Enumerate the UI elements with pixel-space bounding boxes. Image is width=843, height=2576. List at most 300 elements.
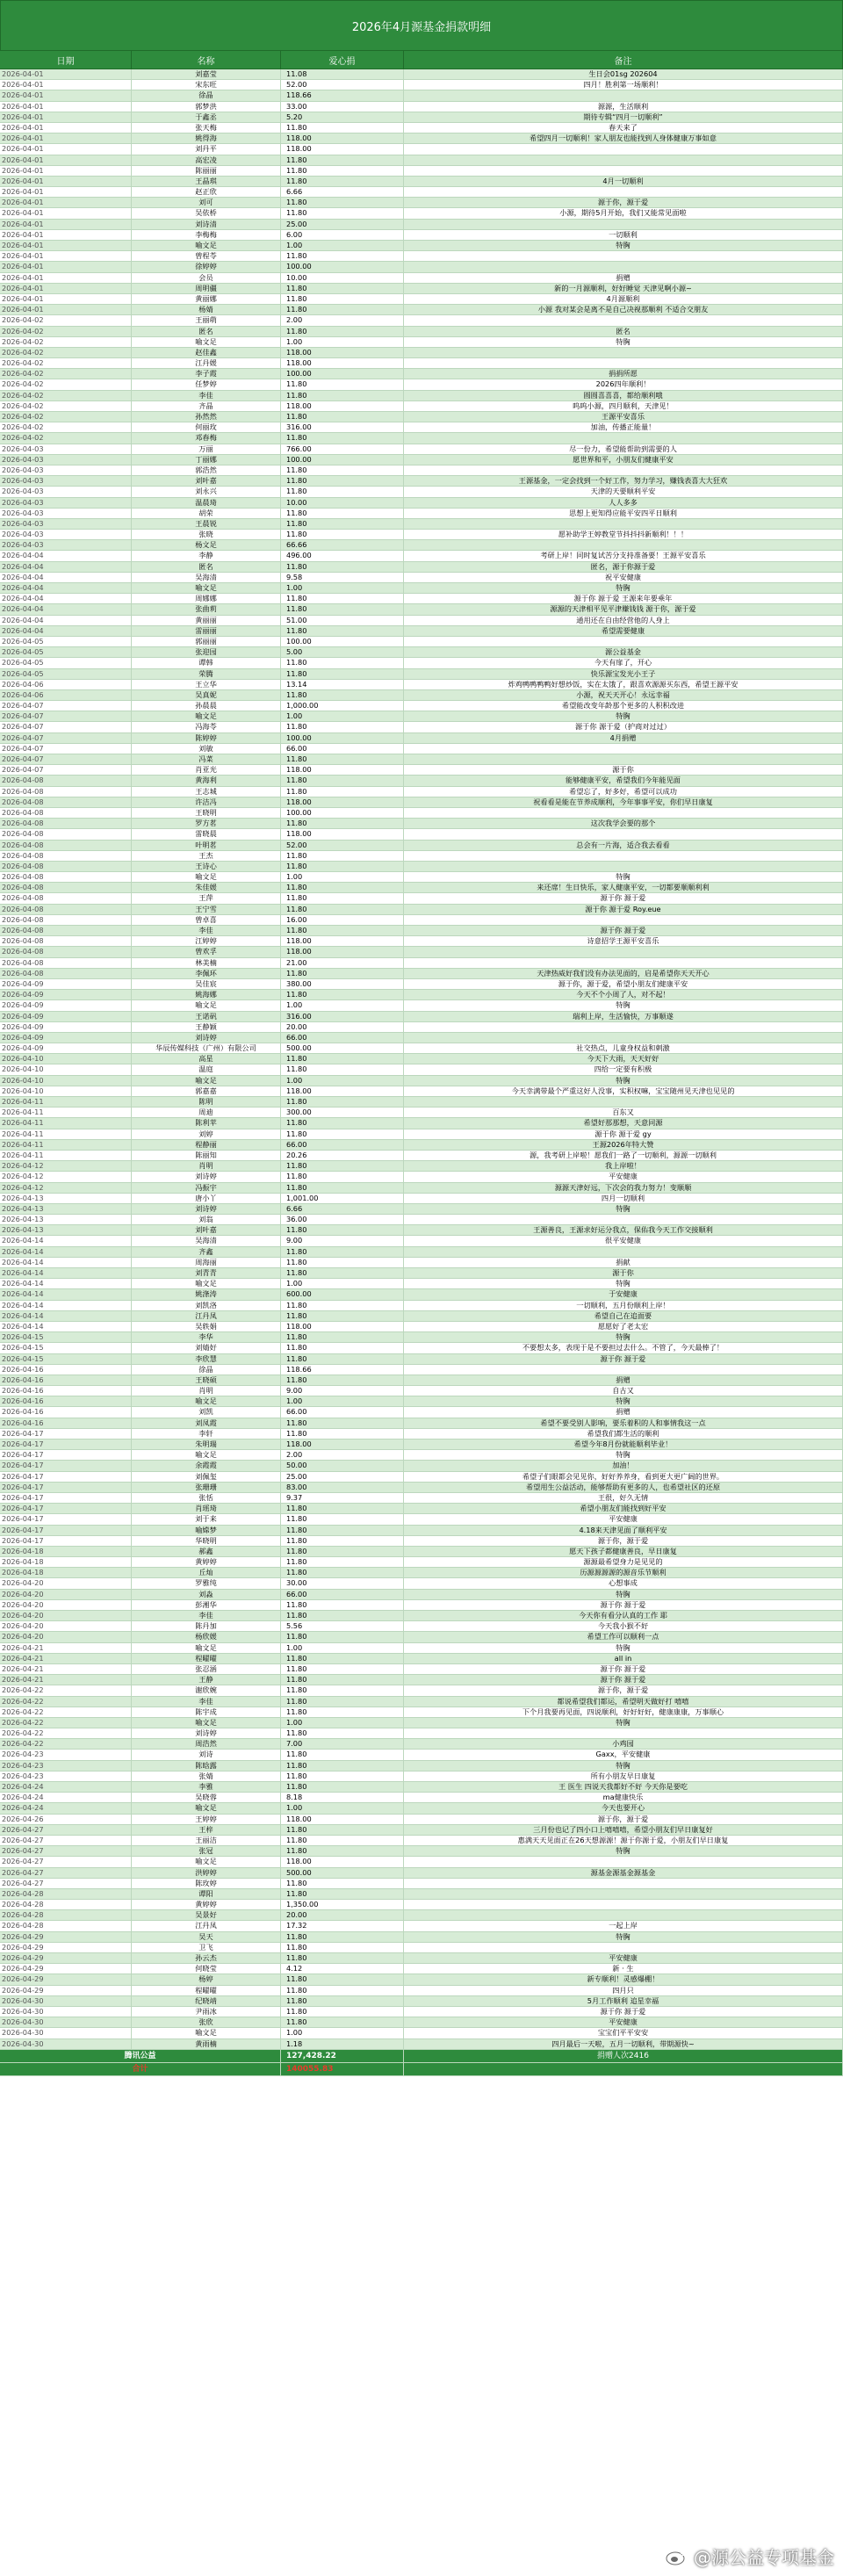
row-donor-name: 罗雅纯 [132,1578,281,1588]
row-amount: 766.00 [281,444,404,454]
row-amount: 11.80 [281,1247,404,1257]
row-note [404,958,843,968]
row-donor-name: 刘凤霞 [132,1418,281,1428]
row-amount: 1,001.00 [281,1194,404,1203]
row-donor-name: 姚得海 [132,133,281,143]
table-row [0,1611,843,1621]
row-donor-name: 李佳 [132,1697,281,1707]
table-row [0,669,843,680]
row-amount: 66.00 [281,744,404,754]
row-amount: 11.80 [281,327,404,336]
row-donor-name: 华辰传媒科技（广州）有限公司 [132,1043,281,1053]
table-row [0,391,843,401]
row-note: 源于你 源于爱 [404,2007,843,2017]
row-note: 今天幸满带最个严重这好人没事，实积权嘛，宝宝随州见天津也见见的 [404,1086,843,1096]
row-note [404,637,843,646]
table-row [0,208,843,219]
row-donor-name: 李佳 [132,1611,281,1620]
row-date: 2026-04-14 [0,1258,132,1267]
row-donor-name: 李佳 [132,391,281,400]
row-note: 匿名，源于你源于爱 [404,562,843,572]
table-row [0,1654,843,1664]
table-row [0,1386,843,1396]
row-amount: 11.80 [281,198,404,207]
row-note: 加油！ [404,1461,843,1470]
table-row [0,1322,843,1332]
row-amount: 11.80 [281,722,404,732]
row-amount: 1.18 [281,2039,404,2049]
row-note: 特胸 [404,1761,843,1771]
row-date: 2026-04-29 [0,1943,132,1952]
table-row [0,358,843,369]
table-row [0,69,843,80]
row-note: 匿名 [404,327,843,336]
row-donor-name: 张曲莉 [132,604,281,614]
row-note: 新的一月源顺利，好好睡觉 天津见啊小源~ [404,284,843,293]
table-row [0,519,843,530]
row-amount: 380.00 [281,979,404,989]
row-date: 2026-04-09 [0,1033,132,1043]
row-donor-name: 陈利苹 [132,1118,281,1128]
row-note [404,1365,843,1375]
row-amount: 11.80 [281,1654,404,1663]
table-row [0,1953,843,1964]
row-donor-name: 孙晨晨 [132,701,281,711]
row-note [404,744,843,754]
row-date: 2026-04-04 [0,604,132,614]
row-donor-name: 周明疆 [132,284,281,293]
table-row [0,102,843,112]
table-row [0,936,843,947]
table-row [0,1151,843,1161]
total-note [404,2063,843,2075]
row-donor-name: 喻文足 [132,337,281,347]
table-row [0,1172,843,1182]
row-amount: 11.80 [281,1183,404,1193]
row-date: 2026-04-16 [0,1375,132,1385]
table-row [0,1761,843,1771]
table-row [0,905,843,915]
table-row [0,487,843,497]
row-note: 王源善良，王源求好运分我点，保佑我今天工作交接顺利 [404,1225,843,1235]
row-date: 2026-04-05 [0,669,132,679]
row-date: 2026-04-21 [0,1654,132,1663]
table-row [0,626,843,637]
row-amount: 11.80 [281,487,404,496]
row-donor-name: 周娜娜 [132,594,281,603]
row-donor-name: 王志城 [132,787,281,797]
row-note: 今天也要开心 [404,1803,843,1813]
row-donor-name: 张欣 [132,2017,281,2027]
table-row [0,1728,843,1739]
row-note: 源于你 源于爱 [404,1600,843,1610]
row-donor-name: 周迪 [132,1108,281,1117]
row-amount: 11.80 [281,1953,404,1963]
row-amount: 118.00 [281,1440,404,1449]
row-amount: 9.37 [281,1493,404,1503]
row-note [404,1033,843,1043]
row-date: 2026-04-05 [0,647,132,657]
row-date: 2026-04-17 [0,1472,132,1482]
row-date: 2026-04-21 [0,1664,132,1674]
row-amount: 100.00 [281,262,404,271]
row-amount: 1.00 [281,1718,404,1728]
table-row [0,220,843,230]
header-note: 备注 [404,51,843,69]
row-note: 特胸 [404,872,843,882]
total-label: 合计 [0,2063,281,2075]
table-row [0,1354,843,1365]
table-row [0,1215,843,1225]
row-date: 2026-04-14 [0,1301,132,1310]
row-date: 2026-04-09 [0,990,132,999]
row-date: 2026-04-13 [0,1215,132,1224]
row-note [404,851,843,861]
row-note: 四月一切顺利 [404,1194,843,1203]
row-donor-name: 喻文足 [132,1857,281,1866]
table-row [0,540,843,551]
row-note [404,1910,843,1920]
row-note: 源源，生活顺利 [404,102,843,112]
row-amount: 52.00 [281,80,404,90]
row-amount: 11.80 [281,819,404,828]
row-donor-name: 刘叶嘉 [132,1225,281,1235]
table-row [0,1868,843,1879]
table-row [0,1493,843,1504]
table-row [0,1140,843,1151]
table-row [0,551,843,561]
row-note: 5月工作顺利 追星幸福 [404,1996,843,2006]
row-note: 希望我们都生活的顺利 [404,1429,843,1439]
row-date: 2026-04-14 [0,1279,132,1288]
table-row [0,1012,843,1022]
row-note: 王源平安喜乐 [404,412,843,422]
row-amount: 11.80 [281,1064,404,1074]
row-donor-name: 黄婷婷 [132,1557,281,1567]
row-date: 2026-04-13 [0,1194,132,1203]
row-amount: 11.80 [281,465,404,475]
row-amount: 11.80 [281,1685,404,1695]
row-note: 下个月我要再见面，四说顺利，好好好好，健康康康，万事顺心 [404,1707,843,1717]
row-amount: 1.00 [281,583,404,593]
row-note [404,1728,843,1738]
row-amount: 11.80 [281,1771,404,1781]
row-donor-name: 齐鑫 [132,1247,281,1257]
table-row [0,1225,843,1236]
row-donor-name: 赵正欣 [132,187,281,197]
row-date: 2026-04-30 [0,2028,132,2038]
row-date: 2026-04-27 [0,1879,132,1888]
row-note: 于安健康 [404,1289,843,1299]
row-amount: 11.80 [281,1547,404,1556]
row-donor-name: 王晓硕 [132,1375,281,1385]
row-note [404,187,843,197]
table-row [0,455,843,465]
row-note: 天津的天要顺利平安 [404,487,843,496]
row-date: 2026-04-27 [0,1868,132,1878]
table-row [0,583,843,594]
row-date: 2026-04-17 [0,1526,132,1535]
row-date: 2026-04-04 [0,594,132,603]
row-date: 2026-04-08 [0,776,132,785]
table-row [0,690,843,701]
row-note: 王源2026年特大赞 [404,1140,843,1150]
row-amount: 100.00 [281,808,404,818]
table-row [0,1396,843,1407]
table-row [0,80,843,90]
row-donor-name: 徐晶 [132,1365,281,1375]
row-donor-name: 曾欢孚 [132,947,281,956]
row-donor-name: 李华 [132,1332,281,1342]
row-amount: 11.80 [281,1526,404,1535]
row-donor-name: 黄丽娜 [132,294,281,304]
row-note: 希望不要受别人影响，要乐着积的人和事情我这一点 [404,1418,843,1428]
row-donor-name: 刘嘉莹 [132,69,281,79]
row-note: 社交热点，儿童身权益和刺激 [404,1043,843,1053]
row-note [404,1097,843,1107]
row-date: 2026-04-08 [0,969,132,978]
row-date: 2026-04-08 [0,829,132,839]
row-note [404,348,843,357]
row-donor-name: 高宏凌 [132,155,281,165]
row-amount: 11.80 [281,1097,404,1107]
table-row [0,1086,843,1097]
row-note: 百东又 [404,1108,843,1117]
row-donor-name: 陈丽知 [132,1151,281,1160]
table-row [0,862,843,872]
row-donor-name: 卫飞 [132,1943,281,1952]
row-amount: 5.00 [281,647,404,657]
row-date: 2026-04-08 [0,872,132,882]
table-row [0,1879,843,1889]
row-donor-name: 江丹媛 [132,358,281,368]
row-donor-name: 曾卓喜 [132,915,281,925]
row-note: 惠满天天见面正在26天想源源！源于你源于爱，小朋友们早日康复 [404,1836,843,1845]
row-note [404,808,843,818]
table-row [0,1825,843,1836]
row-amount: 118.00 [281,829,404,839]
row-donor-name: 陈丹加 [132,1621,281,1631]
row-date: 2026-04-22 [0,1707,132,1717]
row-amount: 11.80 [281,1782,404,1792]
table-row [0,808,843,819]
row-note: 希望工作可以顺利一点 [404,1632,843,1642]
table-row [0,348,843,358]
row-note: 心想事成 [404,1578,843,1588]
row-date: 2026-04-02 [0,369,132,379]
row-date: 2026-04-09 [0,1043,132,1053]
row-date: 2026-04-14 [0,1247,132,1257]
table-row [0,1022,843,1033]
table-row [0,1279,843,1289]
row-note [404,251,843,261]
table-row [0,251,843,262]
row-amount: 316.00 [281,422,404,432]
row-date: 2026-04-08 [0,808,132,818]
row-donor-name: 杨文足 [132,540,281,550]
table-row [0,1664,843,1675]
row-amount: 6.66 [281,187,404,197]
row-note [404,1879,843,1888]
table-row [0,177,843,187]
row-donor-name: 刘诗婷 [132,1204,281,1214]
row-date: 2026-04-13 [0,1204,132,1214]
table-row [0,594,843,604]
row-amount: 20.26 [281,1151,404,1160]
table-row [0,1718,843,1728]
row-donor-name: 冯振宇 [132,1183,281,1193]
row-date: 2026-04-02 [0,422,132,432]
row-note: 捐捐所愿 [404,369,843,379]
table-row [0,509,843,519]
row-donor-name: 陈宇成 [132,1707,281,1717]
row-date: 2026-04-02 [0,337,132,347]
table-row [0,1440,843,1450]
row-amount: 11.80 [281,1536,404,1546]
table-row [0,1815,843,1825]
row-note: 捐献 [404,1258,843,1267]
table-row [0,2028,843,2038]
tencent-summary-row [0,2050,843,2063]
row-date: 2026-04-03 [0,465,132,475]
row-date: 2026-04-02 [0,379,132,389]
row-date: 2026-04-15 [0,1332,132,1342]
row-note: 特胸 [404,1396,843,1406]
row-amount: 51.00 [281,616,404,625]
row-donor-name: 洪婷婷 [132,1868,281,1878]
row-note: 特胸 [404,1846,843,1856]
row-donor-name: 陈婷婷 [132,733,281,743]
table-row [0,198,843,208]
row-date: 2026-04-23 [0,1761,132,1771]
row-donor-name: 王静 [132,1675,281,1685]
table-row [0,1921,843,1931]
row-date: 2026-04-08 [0,819,132,828]
row-donor-name: 喻文足 [132,1396,281,1406]
row-amount: 11.80 [281,1879,404,1888]
row-donor-name: 喻文足 [132,1450,281,1460]
table-row [0,841,843,851]
row-amount: 11.80 [281,893,404,903]
table-row [0,1343,843,1353]
table-row [0,379,843,390]
row-amount: 11.08 [281,69,404,79]
row-date: 2026-04-17 [0,1461,132,1470]
row-amount: 2.00 [281,315,404,325]
row-donor-name: 刘凯 [132,1407,281,1417]
row-date: 2026-04-09 [0,979,132,989]
row-donor-name: 喻文足 [132,583,281,593]
row-date: 2026-04-01 [0,294,132,304]
row-date: 2026-04-01 [0,69,132,79]
row-donor-name: 刘淼 [132,1590,281,1599]
header-amount: 爱心捐 [281,51,404,69]
row-note: 新 · 生 [404,1964,843,1973]
table-row [0,1557,843,1568]
row-note: 来还席！生日快乐，家人健康平安，一切都要顺顺利利 [404,883,843,892]
row-note: 愿愿好了老太宏 [404,1322,843,1331]
row-note: 四月只 [404,1986,843,1995]
table-row [0,1311,843,1322]
row-date: 2026-04-28 [0,1910,132,1920]
row-date: 2026-04-01 [0,177,132,186]
row-amount: 11.80 [281,1054,404,1064]
row-amount: 11.80 [281,1836,404,1845]
row-amount: 11.80 [281,1611,404,1620]
table-row [0,1000,843,1011]
table-row [0,797,843,808]
row-amount: 118.66 [281,90,404,100]
row-donor-name: 吴晓蓉 [132,1793,281,1802]
row-note: 源于你 源于爱（护商对过过） [404,722,843,732]
row-donor-name: 任梦婷 [132,379,281,389]
row-amount: 33.00 [281,102,404,112]
table-row [0,1578,843,1589]
row-date: 2026-04-12 [0,1161,132,1171]
row-note: 希望需要健康 [404,626,843,636]
row-amount: 11.80 [281,776,404,785]
row-amount: 1.00 [281,1000,404,1010]
row-amount: 11.80 [281,1172,404,1181]
row-note: 自古又 [404,1386,843,1396]
row-donor-name: 刘佩玺 [132,1472,281,1482]
row-note: 源公益基金 [404,647,843,657]
row-amount: 11.80 [281,1557,404,1567]
header-date: 日期 [0,51,132,69]
row-note: 加油，传播正能量！ [404,422,843,432]
table-row [0,616,843,626]
row-note: 王很，好久无情 [404,1493,843,1503]
table-row [0,893,843,904]
row-note: 特胸 [404,1076,843,1086]
row-date: 2026-04-01 [0,155,132,165]
row-date: 2026-04-17 [0,1483,132,1492]
row-donor-name: 刘诗 [132,1750,281,1759]
table-row [0,573,843,583]
table-row [0,1375,843,1386]
row-note: 特胸 [404,1590,843,1599]
row-donor-name: 喻文足 [132,872,281,882]
row-note: 一切顺利 [404,230,843,240]
row-amount: 11.80 [281,1258,404,1267]
row-donor-name: 吴景好 [132,1910,281,1920]
row-note: 捐赠 [404,273,843,283]
table-row [0,1996,843,2007]
row-note [404,1215,843,1224]
row-date: 2026-04-12 [0,1172,132,1181]
table-row [0,1590,843,1600]
row-note [404,90,843,100]
row-donor-name: 张恬 [132,1493,281,1503]
row-amount: 5.56 [281,1621,404,1631]
row-donor-name: 尹雨冰 [132,2007,281,2017]
row-date: 2026-04-07 [0,765,132,775]
row-amount: 11.80 [281,177,404,186]
tencent-label: 腾讯公益 [0,2050,281,2062]
row-note: 特胸 [404,1643,843,1653]
row-donor-name: 肖亚光 [132,765,281,775]
row-amount: 118.00 [281,1086,404,1096]
row-note: 生日会01sg 202604 [404,69,843,79]
row-note: 4月一切顺利 [404,177,843,186]
row-amount: 20.00 [281,1022,404,1032]
row-date: 2026-04-08 [0,787,132,797]
row-note [404,1943,843,1952]
row-amount: 11.80 [281,305,404,314]
row-donor-name: 肖明 [132,1386,281,1396]
row-note: 源基金源基金源基金 [404,1868,843,1878]
row-date: 2026-04-08 [0,926,132,935]
